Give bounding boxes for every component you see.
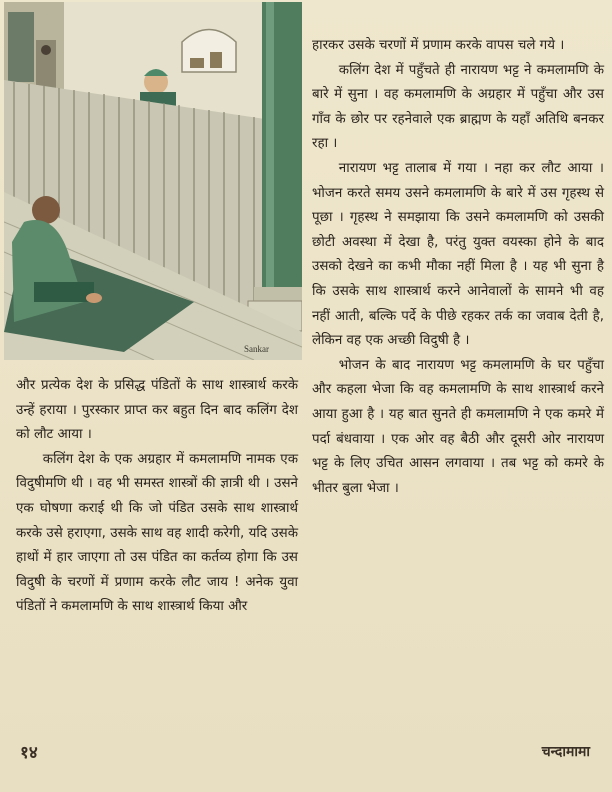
paragraph: और प्रत्येक देश के प्रसिद्ध पंडितों के साथ शास्त्रार्थ करके उन्हें हराया । पुरस्कार प्राप्त कर बहुत दिन बाद कलिंग देश को लौट आया ।: [16, 378, 298, 443]
story-illustration: [4, 2, 302, 360]
paragraph: कलिंग देश में पहुँचते ही नारायण भट्ट ने कमलामणि के बारे में सुना । वह कमलामणि के अग्रहार में पहुँचा और उस गाँव के छोर पर रहनेवाले एक ब्राह्मण के यहाँ अतिथि बनकर रहा ।: [312, 62, 604, 152]
paragraph: कलिंग देश के एक अग्रहार में कमलामणि नामक एक विदुषीमणि थी । वह भी समस्त शास्त्रों की ज्ञात्री थी । उसने एक घोषणा कराई थी कि जो पंडित उसके साथ शास्त्रार्थ करके उसे हराएगा, उसके साथ वह शादी करेगी, यदि उसके हाथों में हार जाएगा तो उस पंडित का कर्तव्य होगा कि उस विदुषी के चरणों में प्रणाम करके लौट जाय ! अनेक युवा पंडितों ने कमलामणि के साथ शास्त्रार्थ किया और: [16, 451, 298, 615]
paragraph: नारायण भट्ट तालाब में गया । नहा कर लौट आया । भोजन करते समय उसने कमलामणि के बारे में उस गृहस्थ से पूछा । गृहस्थ ने समझाया कि उसने कमलामणि को उसकी छोटी अवस्था में देखा है, परंतु युक्त वयस्का होने के बाद उसको देखने का कभी मौका नहीं मिला है । यह भी सुना है कि उसके साथ शास्त्रार्थ करने आनेवालों के सामने भी वह नहीं आती, बल्कि पर्दे के पीछे रहकर तर्क का जवाब देती है, लेकिन वह एक अच्छी विदुषी है ।: [312, 160, 604, 349]
courtyard-scene-icon: [4, 2, 302, 360]
paragraph: हारकर उसके चरणों में प्रणाम करके वापस चले गये ।: [312, 38, 565, 53]
artist-signature: Sankar: [244, 344, 269, 354]
right-text-column: [312, 34, 604, 501]
paragraph: भोजन के बाद नारायण भट्ट कमलामणि के घर पहुँचा और कहला भेजा कि वह कमलामणि के साथ शास्त्रार्थ करने आया हुआ है । यह बात सुनते ही कमलामणि ने एक कमरे में पर्दा बंधवाया । एक ओर वह बैठी और दूसरी ओर नारायण भट्ट के लिए उचित आसन लगवाया । तब भट्ट को कमरे के भीतर बुला भेजा ।: [312, 357, 604, 496]
left-text-column: [16, 374, 298, 620]
page-number: १४: [20, 743, 38, 763]
magazine-name: चन्दामामा: [541, 744, 590, 760]
